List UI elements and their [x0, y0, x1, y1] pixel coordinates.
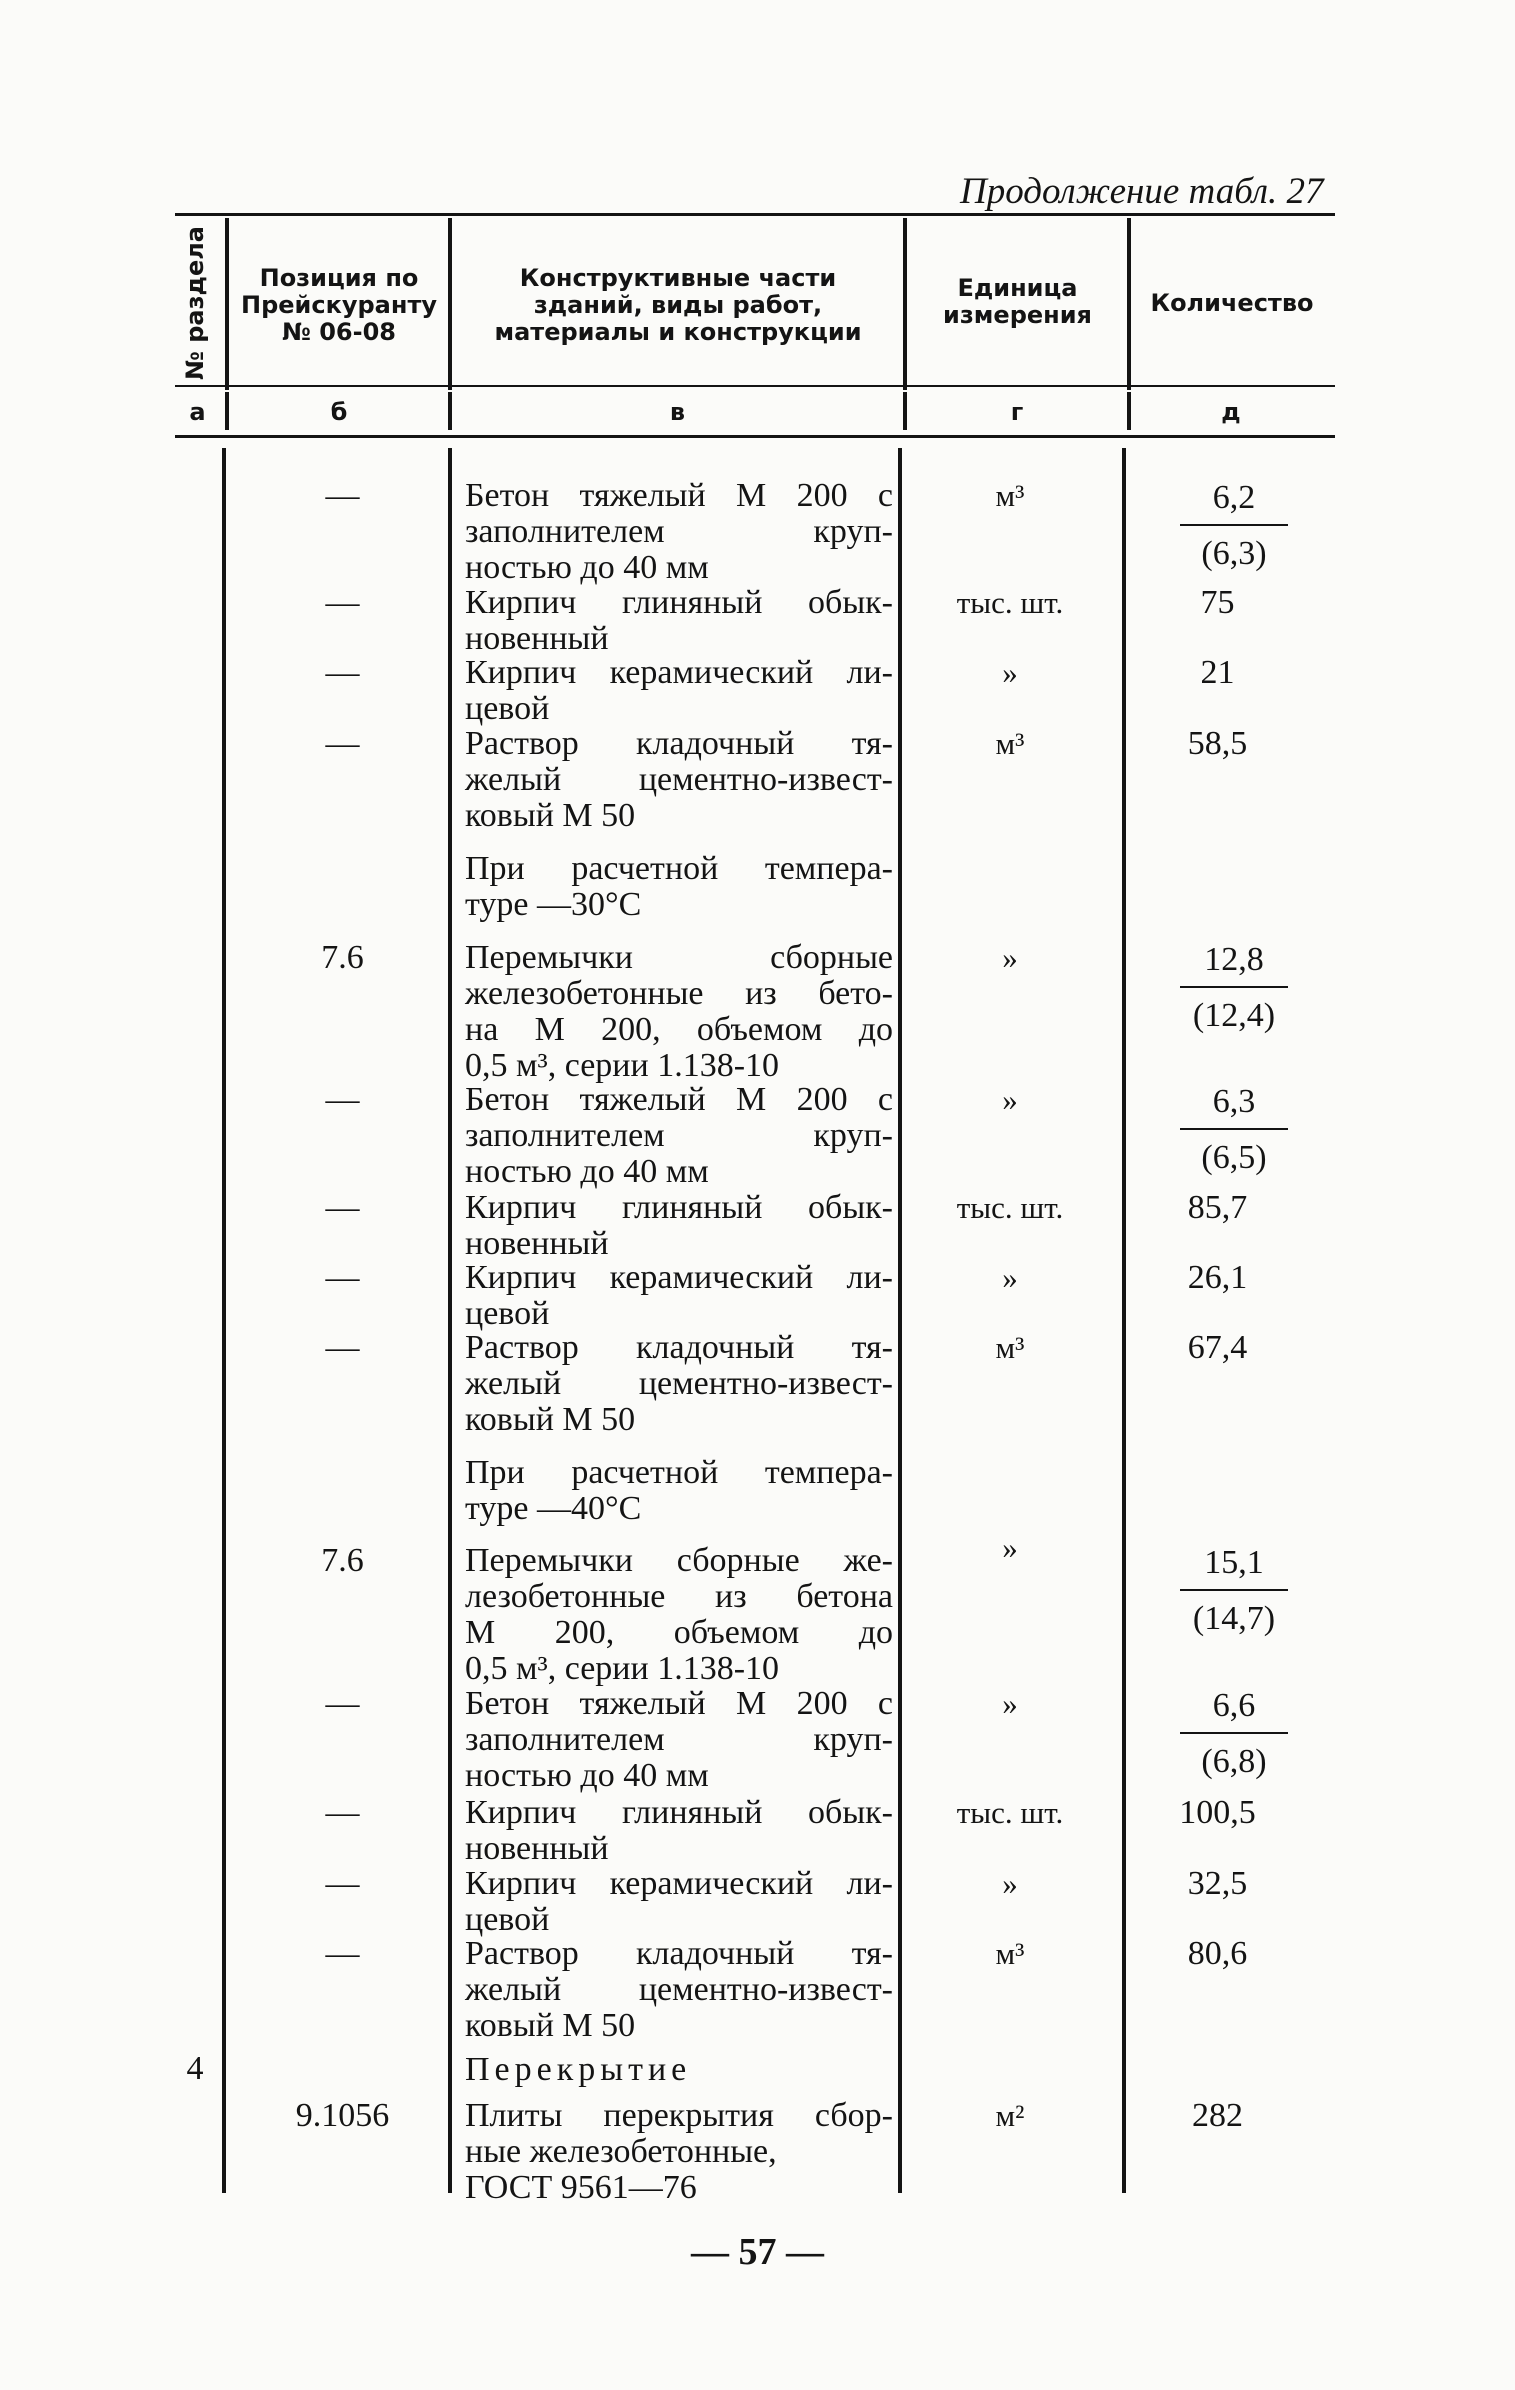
header-unit: Единица измерения	[943, 274, 1092, 329]
header-divider	[448, 218, 452, 390]
column-letter-d: д	[1221, 398, 1241, 426]
column-letter-a: а	[189, 398, 206, 426]
row-position: —	[325, 1794, 360, 1831]
letters-rule	[175, 435, 1335, 438]
row-unit: м³	[995, 478, 1025, 513]
row-unit: »	[1002, 1082, 1018, 1117]
row-quantity: 282	[1192, 2097, 1243, 2134]
row-unit: тыс. шт.	[956, 585, 1064, 620]
row-position: —	[325, 1935, 360, 1972]
row-position: —	[325, 1865, 360, 1902]
row-description: Раствор кладочный тя- желый цементно-извест- ковый М 50	[465, 1329, 893, 1438]
row-quantity: 21	[1200, 654, 1235, 691]
body-divider	[898, 448, 902, 2193]
row-description: Бетон тяжелый М 200 с заполнителем круп- ностью до 40 мм	[465, 1685, 893, 1794]
table-top-rule	[175, 213, 1335, 216]
letter-divider	[225, 392, 229, 430]
row-unit: »	[1002, 1686, 1018, 1721]
row-unit: тыс. шт.	[956, 1795, 1064, 1830]
row-quantity: 6,2 (6,3)	[1180, 478, 1288, 574]
header-divider	[225, 218, 229, 390]
row-description: Кирпич керамический ли- цевой	[465, 1259, 893, 1332]
body-divider	[1122, 448, 1126, 2193]
header-position: Позиция по Прейскуранту № 06-08	[240, 264, 438, 346]
row-position: —	[325, 1081, 360, 1118]
row-position: 7.6	[321, 939, 364, 976]
row-description: Плиты перекрытия сбор- ные железобетонные, ГОСТ 9561—76	[465, 2097, 893, 2206]
row-unit: м²	[995, 2098, 1025, 2133]
row-position: —	[325, 477, 360, 514]
row-position: —	[325, 1685, 360, 1722]
row-description: Кирпич керамический ли- цевой	[465, 654, 893, 727]
row-quantity: 26,1	[1187, 1259, 1248, 1296]
row-position: —	[325, 1259, 360, 1296]
row-unit: »	[1002, 940, 1018, 975]
row-unit: м³	[995, 1936, 1025, 1971]
temperature-subheading: При расчетной темпера- туре —40°С	[465, 1454, 893, 1527]
row-quantity: 80,6	[1187, 1935, 1248, 1972]
temperature-subheading: При расчетной темпера- туре —30°С	[465, 850, 893, 923]
header-description: Конструктивные части зданий, виды работ, материалы и конструкции	[494, 264, 862, 346]
row-position: —	[325, 1329, 360, 1366]
body-divider	[448, 448, 452, 2193]
row-unit: »	[1002, 1866, 1018, 1901]
page-number: — 57 —	[691, 2231, 824, 2273]
section-heading: Перекрытие	[465, 2051, 692, 2088]
row-quantity: 85,7	[1187, 1189, 1248, 1226]
row-quantity: 6,3 (6,5)	[1180, 1082, 1288, 1178]
column-letter-b: б	[330, 398, 348, 426]
row-position: 7.6	[321, 1542, 364, 1579]
row-unit: м³	[995, 726, 1025, 761]
header-section: № раздела	[181, 226, 210, 380]
row-unit: »	[1002, 655, 1018, 690]
row-quantity: 12,8 (12,4)	[1180, 940, 1288, 1036]
row-quantity: 15,1 (14,7)	[1180, 1543, 1288, 1639]
row-position: —	[325, 725, 360, 762]
row-description: Кирпич керамический ли- цевой	[465, 1865, 893, 1938]
column-letter-v: в	[669, 398, 686, 426]
row-position: —	[325, 584, 360, 621]
section-number: 4	[186, 2050, 204, 2087]
row-unit: »	[1002, 1260, 1018, 1295]
header-quantity: Количество	[1150, 289, 1314, 317]
header-divider	[1127, 218, 1131, 390]
table-caption: Продолжение табл. 27	[960, 171, 1324, 212]
header-divider	[903, 218, 907, 390]
row-position: 9.1056	[295, 2097, 390, 2134]
header-rule	[175, 385, 1335, 387]
row-description: Бетон тяжелый М 200 с заполнителем круп- ностью до 40 мм	[465, 1081, 893, 1190]
row-quantity: 75	[1200, 584, 1235, 621]
row-unit: м³	[995, 1330, 1025, 1365]
row-description: Перемычки сборные же- лезобетонные из бетона М 200, объемом до 0,5 м³, серии 1.138-10	[465, 1542, 893, 1687]
row-quantity: 6,6 (6,8)	[1180, 1686, 1288, 1782]
row-description: Кирпич глиняный обык- новенный	[465, 1794, 893, 1867]
row-quantity: 100,5	[1179, 1794, 1256, 1831]
row-position: —	[325, 1189, 360, 1226]
body-divider	[222, 448, 226, 2193]
row-quantity: 58,5	[1187, 725, 1248, 762]
row-description: Раствор кладочный тя- желый цементно-извест- ковый М 50	[465, 725, 893, 834]
row-quantity: 32,5	[1187, 1865, 1248, 1902]
row-position: —	[325, 654, 360, 691]
row-description: Кирпич глиняный обык- новенный	[465, 584, 893, 657]
row-unit: »	[1002, 1530, 1018, 1565]
row-description: Перемычки сборные железобетонные из бето- на М 200, объемом до 0,5 м³, серии 1.138-10	[465, 939, 893, 1084]
row-unit: тыс. шт.	[956, 1190, 1064, 1225]
row-quantity: 67,4	[1187, 1329, 1248, 1366]
column-letter-g: г	[1010, 398, 1024, 426]
row-description: Раствор кладочный тя- желый цементно-извест- ковый М 50	[465, 1935, 893, 2044]
row-description: Бетон тяжелый М 200 с заполнителем круп- ностью до 40 мм	[465, 477, 893, 586]
row-description: Кирпич глиняный обык- новенный	[465, 1189, 893, 1262]
